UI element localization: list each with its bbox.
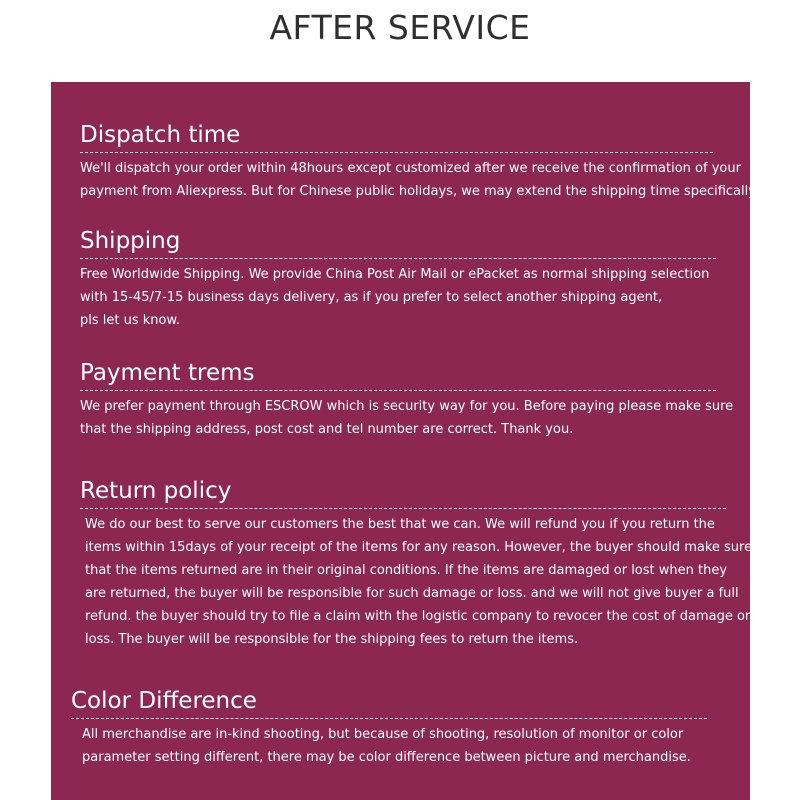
body-line: pls let us know. [80, 313, 181, 328]
body-line: payment from Aliexpress. But for Chinese public holidays, we may extend the shipping time specifically. [80, 184, 759, 199]
body-line: We prefer payment through ESCROW which is security way for you. Before paying please make sure [80, 399, 734, 414]
section-heading-color-difference: Color Difference [71, 688, 257, 714]
body-line: loss. The buyer will be responsible for the shipping fees to return the items. [85, 632, 579, 647]
section-body-payment-terms [80, 395, 734, 441]
body-line: refund. the buyer should try to file a claim with the logistic company to revocer the cost of damage or [85, 609, 751, 624]
section-heading-dispatch-time: Dispatch time [80, 122, 241, 148]
body-line: We do our best to serve our customers the best that we can. We will refund you if you return the [85, 517, 715, 532]
body-line: items within 15days of your receipt of the items for any reason. However, the buyer should make sure [85, 540, 753, 555]
section-heading-payment-terms: Payment trems [80, 360, 255, 386]
section-payment-terms [80, 358, 734, 441]
section-body-return-policy [80, 513, 753, 651]
section-heading-shipping: Shipping [80, 228, 181, 254]
section-divider [80, 152, 713, 153]
body-line: We'll dispatch your order within 48hours except customized after we receive the confirmation of your [80, 161, 741, 176]
body-line: that the shipping address, post cost and tel number are correct. Thank you. [80, 422, 574, 437]
section-divider [80, 258, 716, 259]
section-body-color-difference [71, 723, 721, 769]
section-dispatch-time [80, 120, 759, 203]
section-shipping [80, 226, 720, 332]
section-body-dispatch-time [80, 157, 759, 203]
body-line: that the items returned are in their original conditions. If the items are damaged or lost when they [85, 563, 728, 578]
section-heading-return-policy: Return policy [80, 478, 232, 504]
body-line: with 15-45/7-15 business days delivery, as if you prefer to select another shipping agent, [80, 290, 663, 305]
section-divider [80, 390, 716, 391]
body-line: parameter setting different, there may be color difference between picture and merchandise. [82, 750, 691, 765]
section-return-policy [80, 476, 753, 651]
body-line: are returned, the buyer will be responsible for such damage or loss. and we will not give buyer a full [85, 586, 739, 601]
body-line: Free Worldwide Shipping. We provide China Post Air Mail or ePacket as normal shipping selection [80, 267, 710, 282]
section-divider [71, 718, 707, 719]
after-service-panel [51, 82, 759, 800]
section-color-difference [71, 686, 721, 769]
page-title: AFTER SERVICE [269, 8, 531, 47]
body-line: All merchandise are in-kind shooting, but because of shooting, resolution of monitor or color [82, 727, 684, 742]
section-body-shipping [80, 263, 720, 332]
section-divider [80, 508, 726, 509]
